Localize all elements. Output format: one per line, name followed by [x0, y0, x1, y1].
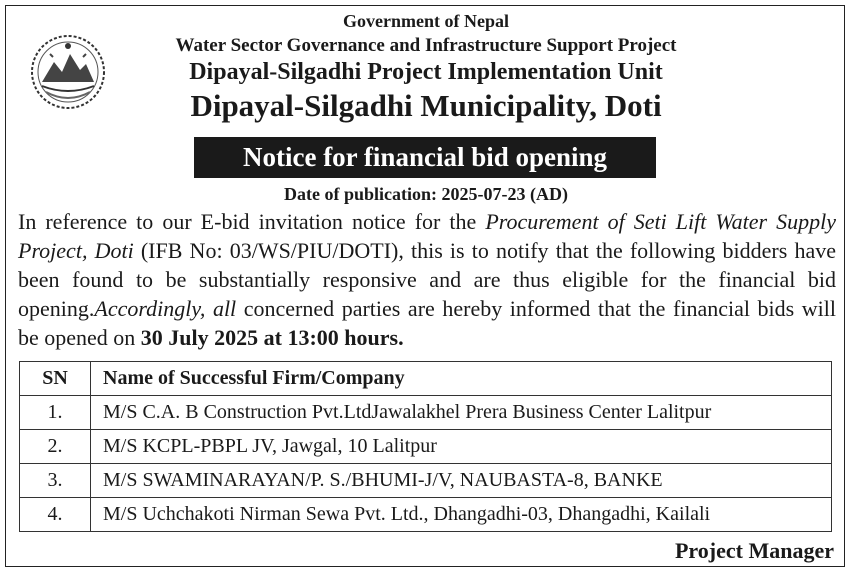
- municipality-name: Dipayal-Silgadhi Municipality, Doti: [190, 88, 662, 123]
- row-firm-name: M/S Uchchakoti Nirman Sewa Pvt. Ltd., Dhangadhi-03, Dhangadhi, Kailali: [91, 498, 832, 532]
- notice-title: Notice for financial bid opening: [194, 137, 656, 178]
- opening-datetime: 30 July 2025 at 13:00 hours.: [140, 325, 404, 350]
- firm-name-header: Name of Successful Firm/Company: [91, 362, 832, 396]
- body-intro: In reference to our E-bid invitation notice for the: [18, 209, 486, 234]
- row-firm-name: M/S C.A. B Construction Pvt.LtdJawalakhel Prera Business Center Lalitpur: [91, 396, 832, 430]
- table-row: [20, 498, 832, 532]
- publication-date: Date of publication: 2025-07-23 (AD): [284, 184, 568, 204]
- table-header-row: [20, 362, 832, 396]
- row-sn: 4.: [20, 498, 91, 532]
- table-row: [20, 464, 832, 498]
- body-accordingly: Accordingly, all: [94, 296, 237, 321]
- project-name: Water Sector Governance and Infrastructure Support Project: [175, 35, 677, 56]
- body-announcement: concerned parties are hereby informed that the financial bids will be opened on: [18, 296, 836, 350]
- sn-header: SN: [20, 362, 91, 396]
- implementation-unit: Dipayal-Silgadhi Project Implementation Unit: [189, 59, 663, 85]
- signature-title: Project Manager: [674, 538, 834, 563]
- firms-table: [19, 361, 832, 532]
- row-sn: 1.: [20, 396, 91, 430]
- table-row: [20, 396, 832, 430]
- table-row: [20, 430, 832, 464]
- notice-body: [18, 207, 836, 352]
- letterhead: [0, 10, 852, 124]
- row-sn: 3.: [20, 464, 91, 498]
- row-firm-name: M/S SWAMINARAYAN/P. S./BHUMI-J/V, NAUBASTA-8, BANKE: [91, 464, 832, 498]
- procurement-title: Procurement of Seti Lift Water Supply Project, Doti: [18, 209, 836, 263]
- government-name: Government of Nepal: [343, 11, 509, 31]
- row-sn: 2.: [20, 430, 91, 464]
- row-firm-name: M/S KCPL-PBPL JV, Jawgal, 10 Lalitpur: [91, 430, 832, 464]
- body-eligibility: (IFB No: 03/WS/PIU/DOTI), this is to notify that the following bidders have been found to be substantially responsive and are thus eligible for the financial bid opening.: [18, 238, 836, 321]
